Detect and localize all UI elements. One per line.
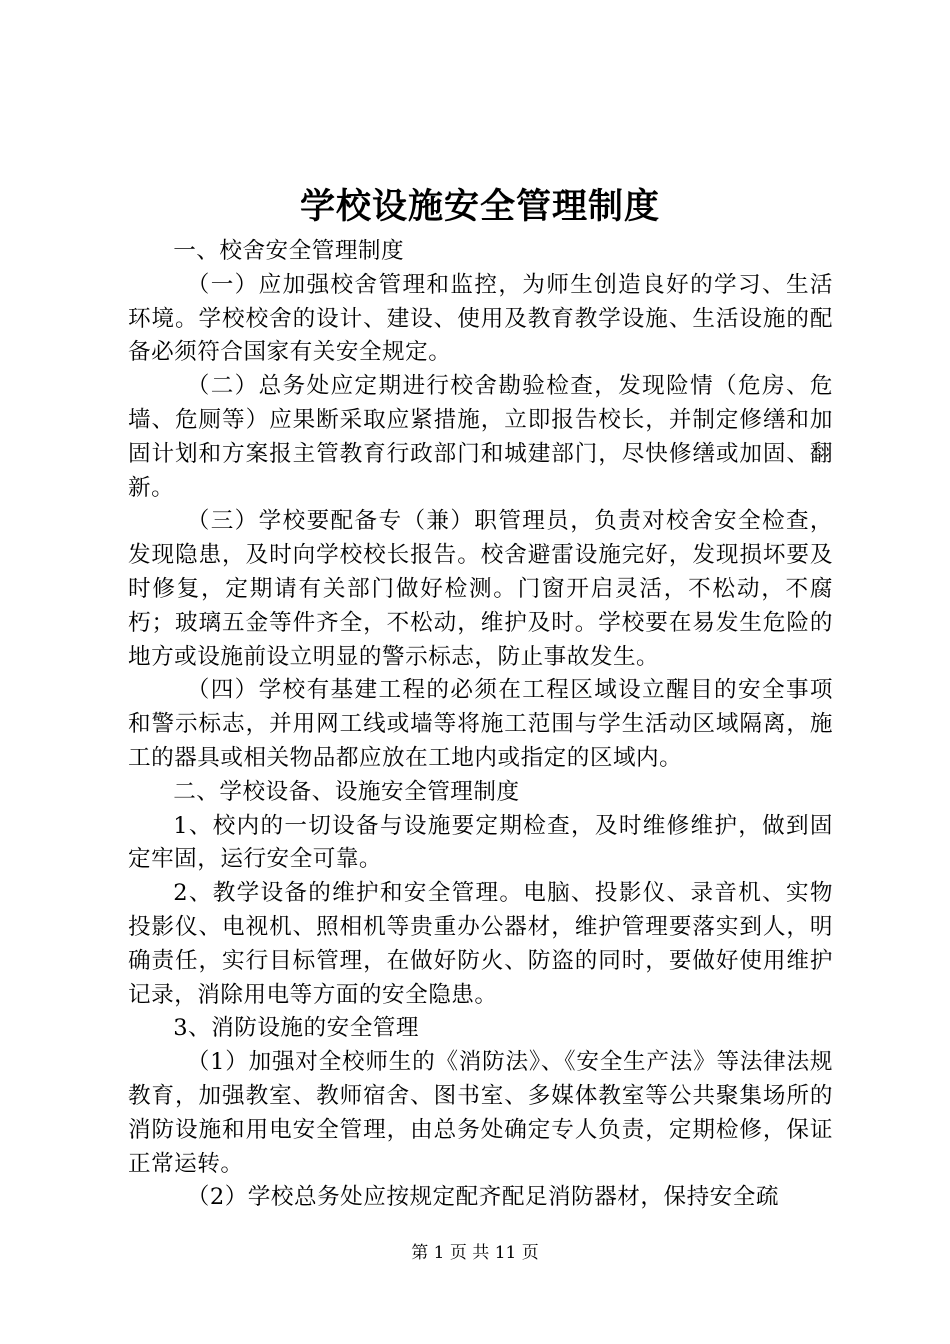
paragraph: （四）学校有基建工程的必须在工程区域设立醒目的安全事项和警示标志，并用网工线或墙等将施工范围与学生活动区域隔离，施工的器具或相关物品都应放在工地内或指定的区域内。 <box>128 677 833 771</box>
paragraph: 2、教学设备的维护和安全管理。电脑、投影仪、录音机、实物投影仪、电视机、照相机等贵重办公器材，维护管理要落实到人，明确责任，实行目标管理，在做好防火、防盗的同时，要做好使用维护记录，消除用电等方面的安全隐患。 <box>128 880 833 1008</box>
paragraph: （二）总务处应定期进行校舍勘验检查，发现险情（危房、危墙、危厕等）应果断采取应紧措施，立即报告校长，并制定修缮和加固计划和方案报主管教育行政部门和城建部门，尽快修缮或加固、翻新。 <box>128 373 833 501</box>
paragraph: （三）学校要配备专（兼）职管理员，负责对校舍安全检查，发现隐患，及时向学校校长报告。校舍避雷设施完好，发现损坏要及时修复，定期请有关部门做好检测。门窗开启灵活，不松动，不腐朽；玻璃五金等件齐全，不松动，维护及时。学校要在易发生危险的地方或设施前设立明显的警示标志，防止事故发生。 <box>128 508 833 670</box>
section-heading: 二、学校设备、设施安全管理制度 <box>173 778 520 805</box>
document-title: 学校设施安全管理制度 <box>299 186 660 227</box>
section-heading: 一、校舍安全管理制度 <box>173 238 405 264</box>
document-body <box>128 235 833 1215</box>
paragraph: （1）加强对全校师生的《消防法》、《安全生产法》等法律法规教育，加强教室、教师宿舍、图书室、多媒体教室等公共聚集场所的消防设施和用电安全管理，由总务处确定专人负责，定期检修，保证正常运转。 <box>128 1049 833 1177</box>
paragraph: 1、校内的一切设备与设施要定期检查，及时维修维护，做到固定牢固，运行安全可靠。 <box>128 812 833 873</box>
paragraph: （2）学校总务处应按规定配齐配足消防器材，保持安全疏 <box>186 1184 779 1211</box>
page-number-footer: 第 1 页 共 11 页 <box>411 1243 539 1263</box>
paragraph: （一）应加强校舍管理和监控，为师生创造良好的学习、生活环境。学校校舍的设计、建设、使用及教育教学设施、生活设施的配备必须符合国家有关安全规定。 <box>128 271 833 366</box>
subsection-heading: 3、消防设施的安全管理 <box>173 1015 419 1042</box>
